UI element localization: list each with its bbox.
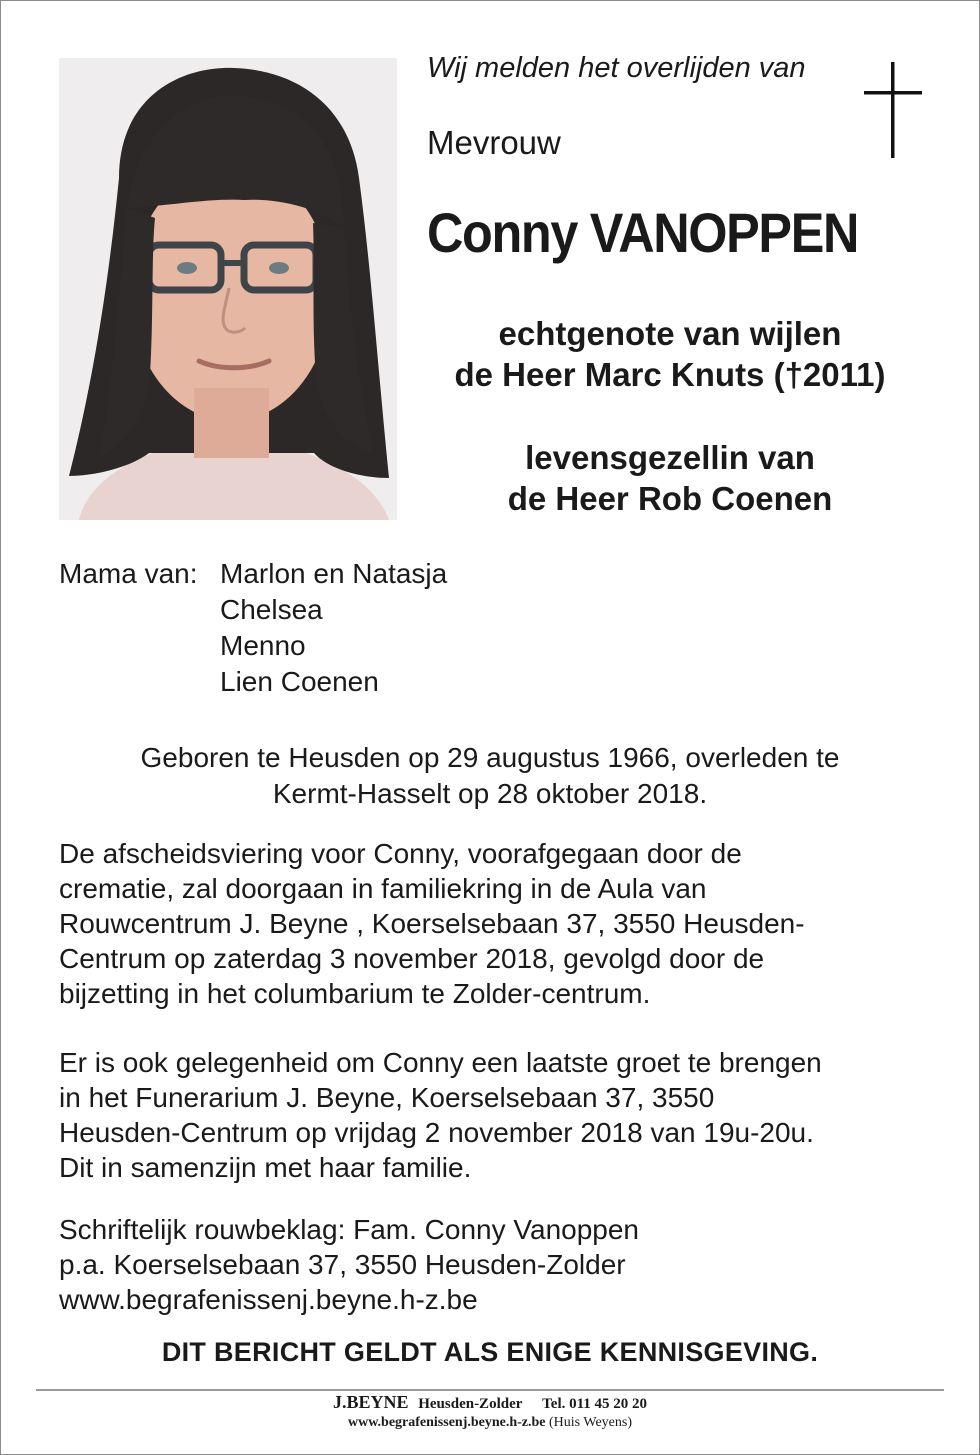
paragraph-line: in het Funerarium J. Beyne, Koerselsebaan 37, 3550	[59, 1082, 715, 1113]
spouse-relation	[410, 313, 930, 395]
paragraph-line: Rouwcentrum J. Beyne , Koerselsebaan 37, 3550 Heusden-	[59, 908, 805, 939]
condolences-website[interactable]: www.begrafenissenj.beyne.h-z.be	[59, 1284, 478, 1315]
partner-line-2: de Heer Rob Coenen	[507, 480, 833, 517]
portrait-photo	[59, 58, 397, 520]
deceased-name: Conny VANOPPEN	[427, 201, 859, 264]
children-label: Mama van:	[59, 558, 198, 589]
birth-line-1: Geboren te Heusden op 29 augustus 1966, overleden te	[140, 742, 840, 773]
partner-line-1: levensgezellin van	[525, 439, 815, 476]
footer-row-1	[0, 1393, 980, 1414]
funeral-home-note: (Huis Weyens)	[549, 1415, 633, 1430]
paragraph-line: Centrum op zaterdag 3 november 2018, gevolgd door de	[59, 943, 765, 974]
child-name: Marlon en Natasja	[220, 558, 448, 589]
footer-row-2	[0, 1414, 980, 1431]
intro-text: Wij melden het overlijden van	[427, 52, 806, 84]
paragraph-line: Heusden-Centrum op vrijdag 2 november 2018 van 19u-20u.	[59, 1117, 814, 1148]
paragraph-line: bijzetting in het columbarium te Zolder-centrum.	[59, 978, 651, 1009]
paragraph-line: crematie, zal doorgaan in familiekring in de Aula van	[59, 873, 707, 904]
paragraph-line: Schriftelijk rouwbeklag: Fam. Conny Vanoppen	[59, 1214, 640, 1245]
spouse-line-1: echtgenote van wijlen	[498, 315, 842, 352]
paragraph-line: Er is ook gelegenheid om Conny een laatste groet te brengen	[59, 1047, 822, 1078]
honorific: Mevrouw	[427, 124, 561, 161]
paragraph-line: p.a. Koerselsebaan 37, 3550 Heusden-Zolder	[59, 1249, 626, 1280]
funeral-home-logo-text: J.BEYNE	[332, 1392, 409, 1412]
funeral-home-location: Heusden-Zolder	[418, 1396, 523, 1412]
condolences-paragraph	[59, 1212, 939, 1317]
children-list	[220, 556, 447, 700]
visitation-paragraph	[59, 1045, 939, 1185]
paragraph-line: De afscheidsviering voor Conny, voorafgegaan door de	[59, 838, 742, 869]
cross-icon	[864, 62, 922, 158]
paragraph-line: Dit in samenzijn met haar familie.	[59, 1152, 472, 1183]
footer	[0, 1393, 980, 1431]
child-name: Menno	[220, 630, 306, 661]
birth-line-2: Kermt-Hasselt op 28 oktober 2018.	[272, 778, 708, 809]
child-name: Lien Coenen	[220, 666, 379, 697]
partner-relation	[410, 437, 930, 519]
official-notice: DIT BERICHT GELDT ALS ENIGE KENNISGEVING.	[161, 1337, 819, 1367]
birth-death-info	[59, 740, 921, 812]
funeral-home-phone: Tel. 011 45 20 20	[542, 1396, 648, 1412]
spouse-line-2: de Heer Marc Knuts (†2011)	[454, 356, 886, 393]
child-name: Chelsea	[220, 594, 323, 625]
funeral-home-website[interactable]: www.begrafenissenj.beyne.h-z.be	[347, 1415, 546, 1430]
ceremony-paragraph	[59, 836, 939, 1011]
portrait-illustration	[59, 58, 397, 520]
footer-divider	[36, 1389, 944, 1391]
